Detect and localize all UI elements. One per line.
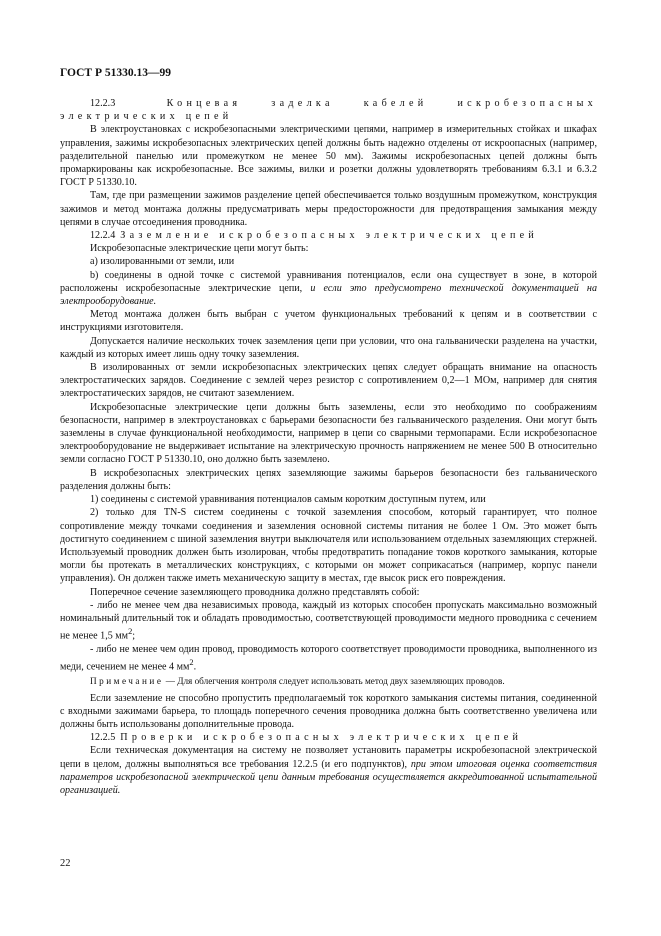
paragraph: Искробезопасные электрические цепи должны быть заземлены, если это необходимо по соображениям безопасности, например в электроустановках с барьерами безопасности без гальванического разделения. Они могут быть заземлены в случае функциональной необходимости, например в цепи со сварными термопарами. Если искробезопасное электрооборудование не выдерживает испытание на электрическую прочность напряжением не менее 500 В относительно земли согласно ГОСТ Р 51330.10, оно должно быть заземлено. (60, 401, 597, 466)
superscript: 2 (128, 627, 133, 637)
dash-item-text: - либо не менее чем один провод, проводимость которого соответствует проводимости проводника, выполненного из меди, сечением не менее 4 мм (60, 643, 597, 673)
paragraph: Метод монтажа должен быть выбран с учетом функциональных требований к цепям и в соответствии с инструкциями изготовителя. (60, 309, 597, 334)
paragraph: Там, где при размещении зажимов разделение цепей обеспечивается только воздушным промежутком, конструкция зажимов и метод монтажа должны предусматривать меры предосторожности для предотвращения замыкания между цепями в случае отсоединения проводника. (60, 190, 597, 228)
list-item-text: b) соединены в одной точке с системой уравнивания потенциалов, если она существует в зоне, в которой расположены искробезопасные электрические цепи, (60, 269, 597, 294)
dash-item (60, 599, 597, 643)
punctuation: . (193, 661, 197, 673)
paragraph: В изолированных от земли искробезопасных электрических цепях следует обращать внимание на опасность электростатических зарядов. Соединение с землей через резистор с сопротивлением 0,2—1 МОм, например для снятия электростатических зарядов, не считают заземлением. (60, 362, 597, 400)
list-item: 1) соединены с системой уравнивания потенциалов самым коротким доступным путем, или (90, 494, 486, 506)
list-item (60, 269, 597, 309)
section-number: 12.2.5 (90, 732, 116, 744)
document-body (60, 97, 597, 797)
page-number: 22 (60, 858, 71, 869)
note-label: Примечание (90, 676, 164, 687)
section-title: Проверки искробезопасных электрических цепей (120, 732, 523, 744)
note (60, 675, 597, 688)
section-number: 12.2.3 (90, 98, 116, 109)
list-item: 2) только для TN-S систем соединены с точкой заземления способом, который гарантирует, что полное сопротивление между точками соединения и заземления основной системы питания не более 1 Ом. Это может быть достигнуто соединением с шиной заземления внутри выключателя или использованием отдельных заземляющих стержней. Используемый проводник должен быть изолирован, чтобы предотвратить попадание токов короткого замыкания, которые могли бы протекать в металлических конструкциях, с которыми он может соприкасаться (например, корпус панели управления). Он должен также иметь механическую защиту в местах, где высок риск его повреждения. (60, 507, 597, 585)
paragraph: Допускается наличие нескольких точек заземления цепи при условии, что она гальванически разделена на участки, каждый из которых имеет лишь одну точку заземления. (60, 335, 597, 360)
paragraph: В электроустановках с искробезопасными электрическими цепями, например в измерительных стойках и шкафах управления, зажимы искробезопасных электрических цепей должны быть надежно отделены от искроопасных (например, разделительной панелью или промежутком не менее 50 мм). Зажимы искробезопасных цепей должны быть промаркированы как искробезопасные. Все зажимы, вилки и розетки должны удовлетворять требованиям 6.3.1 и 6.3.2 ГОСТ Р 51330.10. (60, 124, 597, 189)
dash-item (60, 643, 597, 674)
paragraph: Поперечное сечение заземляющего проводника должно представлять собой: (90, 586, 420, 598)
paragraph: Искробезопасные электрические цепи могут быть: (90, 243, 309, 255)
italic-text: и если это предусмотрено технической документацией на электрооборудование. (60, 282, 597, 308)
section-12-2-4-heading (60, 229, 597, 242)
italic-text: при этом итоговая оценка соответствия параметров искробезопасной электрической цепи данным требования осуществляется аккредитованной испытательной организацией. (60, 758, 598, 797)
note-text: — Для облегчения контроля следует использовать метод двух заземляющих проводов. (165, 676, 505, 687)
paragraph: Если заземление не способно пропустить предполагаемый ток короткого замыкания системы питания, соединенной с входными зажимами барьера, то площадь поперечного сечения проводника должна быть соответственно увеличена или должны быть использованы дополнительные провода. (60, 692, 597, 731)
paragraph (60, 744, 597, 797)
paragraph-text: Если техническая документация на систему не позволяет установить параметры искробезопасной электрической цепи в целом, должны выполняться все требования 12.2.5 (и его подпунктов), (60, 745, 597, 770)
section-title: Концевая заделка кабелей искробезопасных электрических цепей (60, 98, 598, 123)
standard-header: ГОСТ Р 51330.13—99 (60, 67, 171, 79)
dash-item-text: - либо не менее чем два независимых провода, каждый из которых способен пропускать максимально возможный номинальный длительный ток и обладать проводимостью, соответствующей проводимости медного проводника с сечением не менее 1,5 мм (60, 599, 597, 642)
punctuation: ; (132, 630, 136, 642)
paragraph: В искробезопасных электрических цепях заземляющие зажимы барьеров безопасности без гальванического разделения должны быть: (60, 467, 597, 492)
section-12-2-3-heading (60, 97, 597, 123)
list-item: а) изолированными от земли, или (90, 256, 235, 268)
superscript: 2 (189, 657, 194, 667)
section-number: 12.2.4 (90, 230, 116, 242)
section-title: Заземление искробезопасных электрических цепей (120, 230, 539, 242)
section-12-2-5-heading (60, 731, 597, 744)
